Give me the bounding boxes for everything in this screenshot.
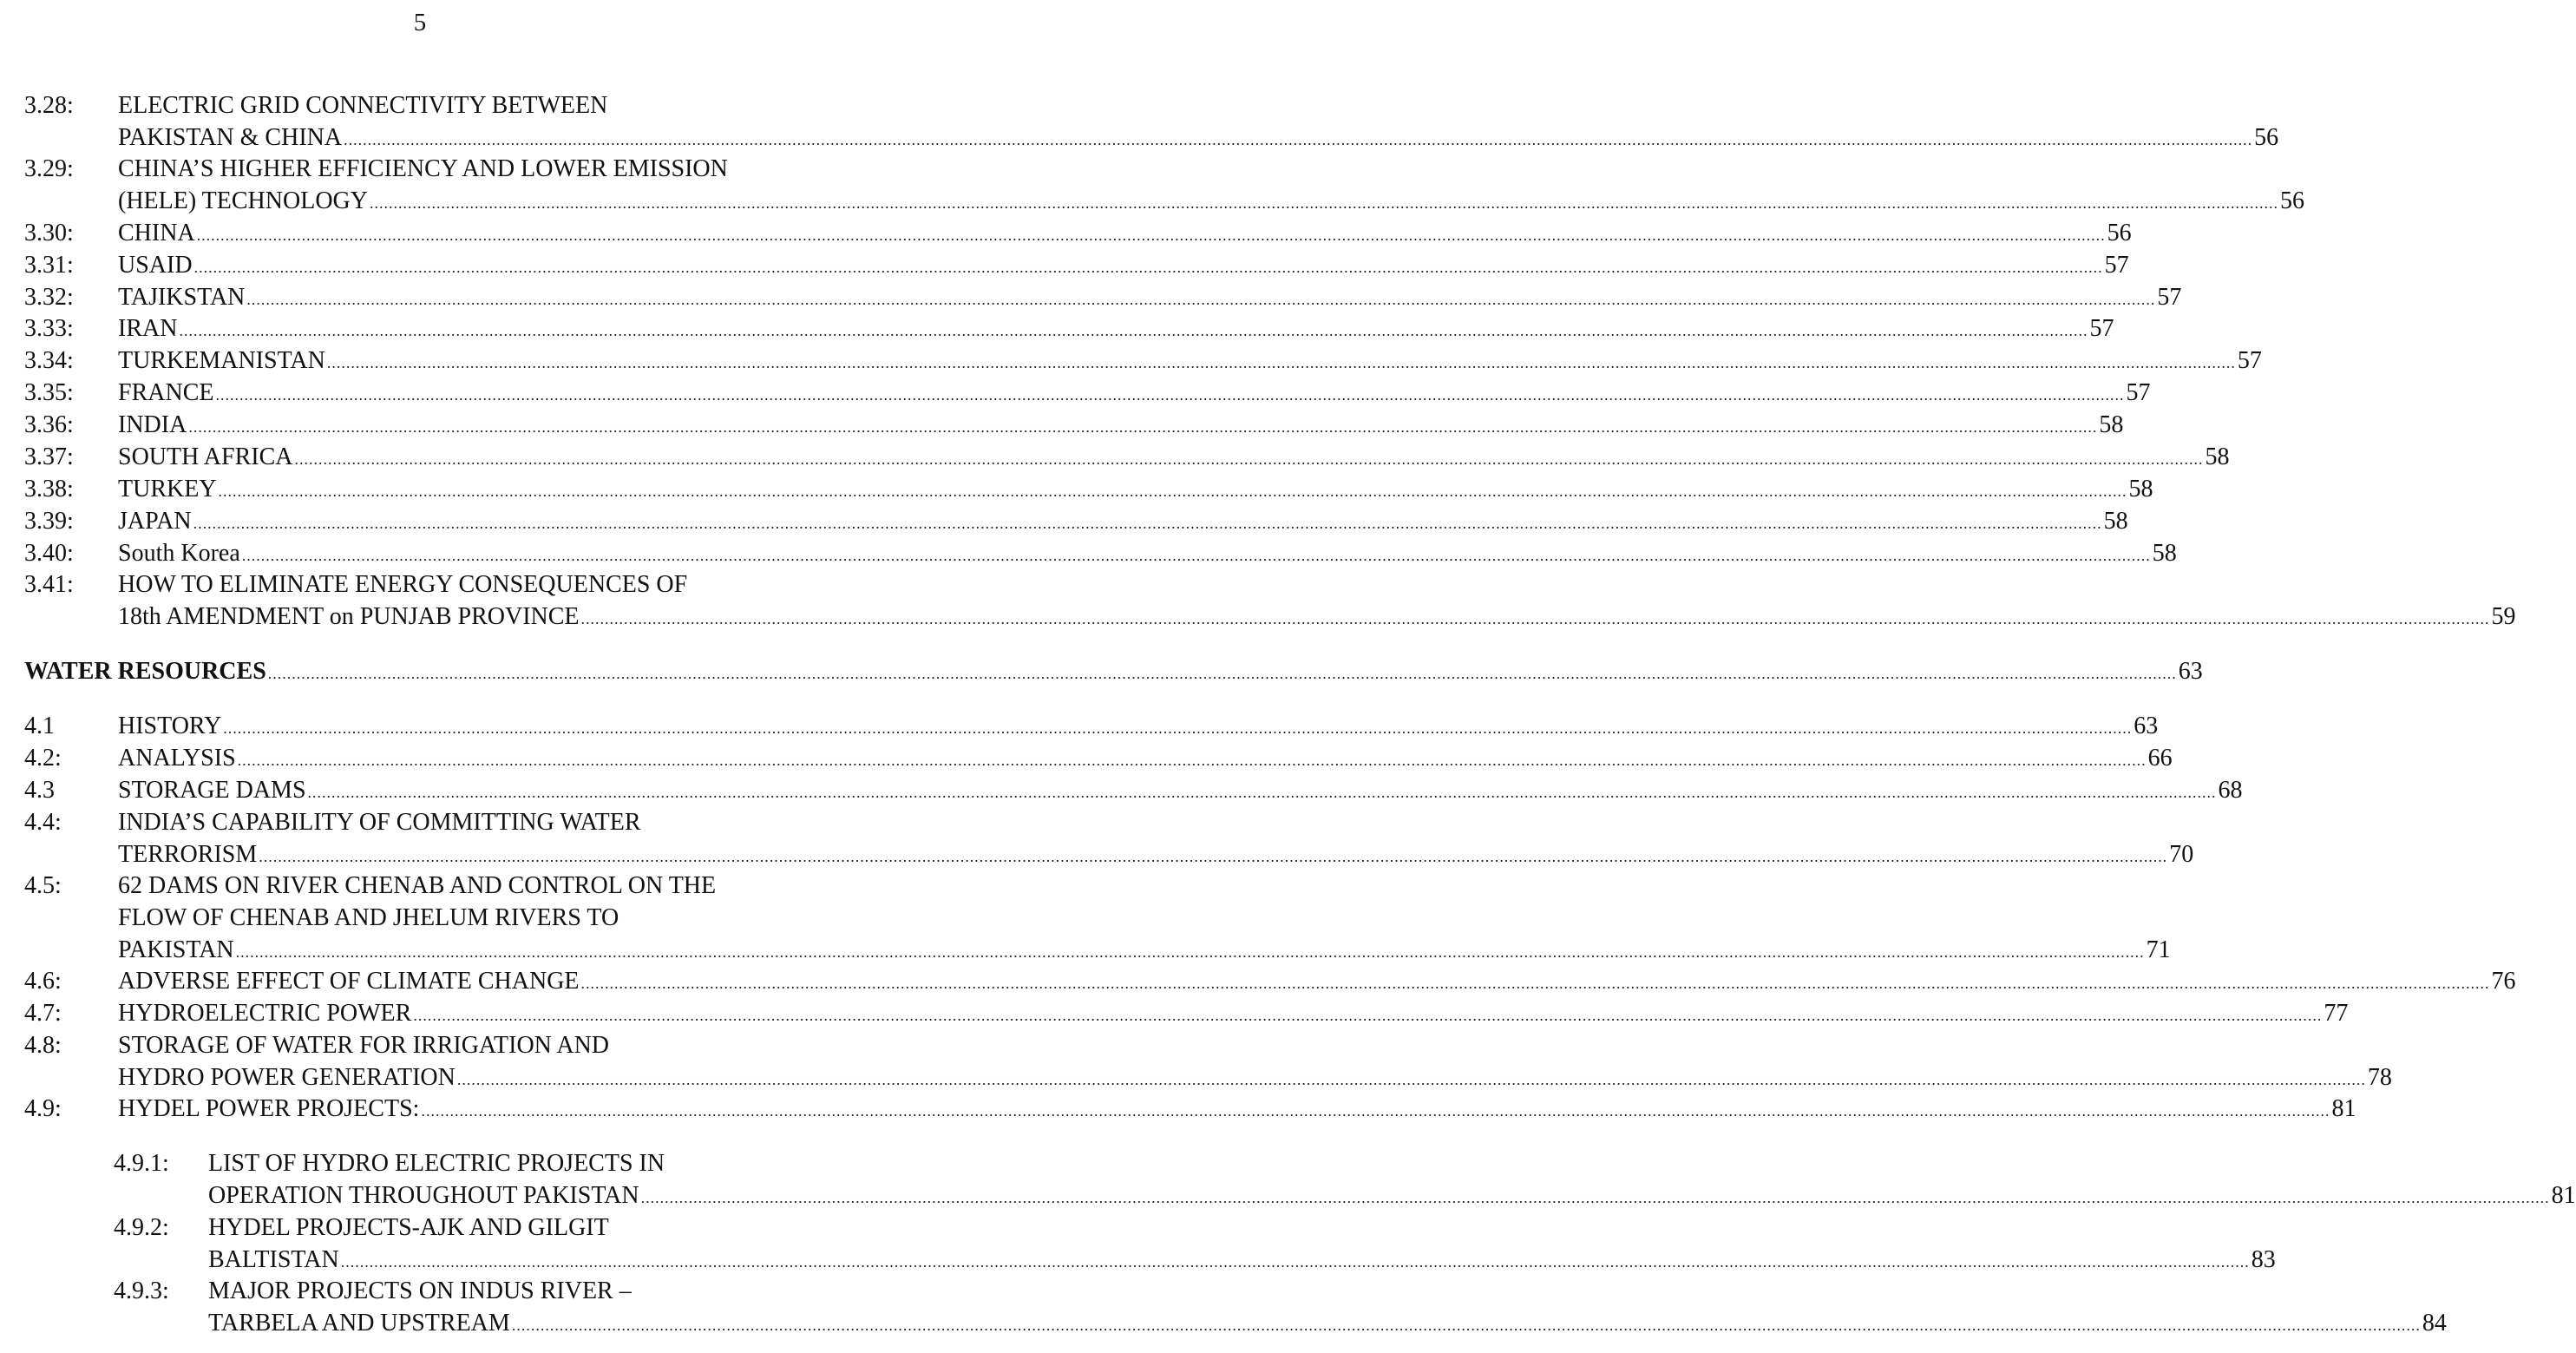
entry-title-line: STORAGE OF WATER FOR IRRIGATION AND: [118, 1032, 610, 1059]
entry-title-line: ANALYSIS: [118, 745, 236, 772]
entry-leader-line: [118, 442, 2230, 473]
entry-title-line: ADVERSE EFFECT OF CLIMATE CHANGE: [118, 968, 580, 995]
entry-page-number: 58: [2205, 443, 2230, 470]
section-leader-line: [24, 656, 2203, 687]
entry-number: 3.40:: [24, 540, 74, 567]
dot-leader: ................................................................................................................................................................................................................................................................................................................................................................................................................: [340, 1253, 2250, 1271]
entry-title-line: BALTISTAN: [208, 1246, 339, 1273]
dot-leader: ................................................................................................................................................................................................................................................................................................................................................................................................................: [456, 1071, 2366, 1088]
dot-leader: ................................................................................................................................................................................................................................................................................................................................................................................................................: [235, 943, 2145, 961]
dot-leader: ................................................................................................................................................................................................................................................................................................................................................................................................................: [223, 719, 2133, 737]
entry-number: 4.2:: [24, 745, 62, 772]
entry-title-line: PAKISTAN: [118, 936, 234, 963]
entry-number: 3.37:: [24, 443, 74, 470]
entry-title-line: USAID: [118, 252, 193, 279]
entry-leader-line: [208, 1245, 2276, 1276]
entry-title-line: HOW TO ELIMINATE ENERGY CONSEQUENCES OF: [118, 571, 688, 598]
dot-leader: ................................................................................................................................................................................................................................................................................................................................................................................................................: [413, 1007, 2323, 1024]
entry-leader-line: [208, 1308, 2447, 1339]
entry-leader-line: [208, 1180, 2576, 1212]
entry-leader-line: [118, 378, 2151, 409]
entry-title-line: OPERATION THROUGHOUT PAKISTAN: [208, 1182, 639, 1209]
entry-page-number: 58: [2099, 411, 2124, 438]
entry-number: 3.28:: [24, 92, 74, 119]
entry-page-number: 83: [2251, 1246, 2276, 1273]
entry-page-number: 76: [2491, 968, 2516, 995]
dot-leader: ................................................................................................................................................................................................................................................................................................................................................................................................................: [267, 665, 2177, 682]
entry-title-line: PAKISTAN & CHINA: [118, 124, 343, 151]
entry-number: 4.9:: [24, 1095, 62, 1122]
entry-number: 4.9.2:: [114, 1214, 169, 1241]
entry-title-line: INDIA’S CAPABILITY OF COMMITTING WATER: [118, 809, 641, 836]
entry-page-number: 84: [2422, 1310, 2447, 1337]
entry-leader-line: [118, 186, 2304, 217]
entry-leader-line: [118, 839, 2194, 870]
entry-leader-line: [118, 998, 2349, 1029]
entry-leader-line: [118, 601, 2516, 633]
dot-leader: ................................................................................................................................................................................................................................................................................................................................................................................................................: [369, 194, 2278, 212]
dot-leader: ................................................................................................................................................................................................................................................................................................................................................................................................................: [193, 515, 2102, 532]
entry-leader-line: [118, 218, 2132, 249]
entry-title-line: TAJIKSTAN: [118, 284, 246, 311]
dot-leader: ................................................................................................................................................................................................................................................................................................................................................................................................................: [188, 418, 2098, 436]
entry-number: 3.32:: [24, 284, 74, 311]
entry-title-line: CHINA’S HIGHER EFFICIENCY AND LOWER EMISSION: [118, 155, 728, 182]
entry-page-number: 68: [2218, 777, 2243, 804]
dot-leader: ................................................................................................................................................................................................................................................................................................................................................................................................................: [259, 848, 2168, 865]
entry-page-number: 71: [2146, 936, 2171, 963]
section-page-number: 63: [2178, 658, 2203, 685]
entry-title-line: HYDRO POWER GENERATION: [118, 1064, 456, 1091]
dot-leader: ................................................................................................................................................................................................................................................................................................................................................................................................................: [215, 386, 2125, 404]
entry-page-number: 59: [2491, 603, 2516, 630]
dot-leader: ................................................................................................................................................................................................................................................................................................................................................................................................................: [511, 1317, 2421, 1334]
dot-leader: ................................................................................................................................................................................................................................................................................................................................................................................................................: [241, 547, 2151, 564]
entry-leader-line: [118, 935, 2171, 966]
dot-leader: ................................................................................................................................................................................................................................................................................................................................................................................................................: [196, 227, 2106, 244]
entry-title-line: MAJOR PROJECTS ON INDUS RIVER –: [208, 1277, 632, 1304]
entry-leader-line: [118, 711, 2159, 742]
entry-leader-line: [118, 775, 2243, 806]
entry-number: 3.41:: [24, 571, 74, 598]
entry-leader-line: [118, 250, 2129, 281]
entry-number: 3.35:: [24, 379, 74, 406]
entry-leader-line: [118, 1062, 2392, 1094]
entry-title-line: CHINA: [118, 220, 195, 246]
entry-number: 4.4:: [24, 809, 62, 836]
entry-number: 3.34:: [24, 347, 74, 374]
entry-leader-line: [118, 506, 2128, 537]
entry-title-line: TURKEMANISTAN: [118, 347, 325, 374]
entry-title-line: JAPAN: [118, 508, 192, 535]
dot-leader: ................................................................................................................................................................................................................................................................................................................................................................................................................: [344, 131, 2253, 148]
entry-leader-line: [118, 743, 2173, 774]
entry-title-line: TURKEY: [118, 476, 217, 502]
entry-title-line: FRANCE: [118, 379, 214, 406]
entry-title-line: SOUTH AFRICA: [118, 443, 293, 470]
entry-page-number: 81: [2331, 1095, 2356, 1122]
dot-leader: ................................................................................................................................................................................................................................................................................................................................................................................................................: [421, 1102, 2330, 1120]
dot-leader: ................................................................................................................................................................................................................................................................................................................................................................................................................: [326, 354, 2236, 371]
entry-number: 4.6:: [24, 968, 62, 995]
entry-page-number: 58: [2128, 476, 2153, 502]
entry-title-line: FLOW OF CHENAB AND JHELUM RIVERS TO: [118, 904, 619, 931]
entry-leader-line: [118, 966, 2516, 997]
entry-leader-line: [118, 313, 2114, 345]
entry-page-number: 58: [2152, 540, 2177, 567]
entry-leader-line: [118, 1094, 2356, 1125]
entry-number: 3.29:: [24, 155, 74, 182]
entry-title-line: IRAN: [118, 315, 178, 342]
entry-title-line: HYDEL PROJECTS-AJK AND GILGIT: [208, 1214, 609, 1241]
entry-leader-line: [118, 538, 2177, 569]
entry-number: 3.33:: [24, 315, 74, 342]
entry-page-number: 56: [2279, 187, 2304, 214]
entry-page-number: 56: [2254, 124, 2279, 151]
dot-leader: ................................................................................................................................................................................................................................................................................................................................................................................................................: [580, 975, 2490, 992]
entry-page-number: 70: [2169, 841, 2194, 868]
entry-title-line: 62 DAMS ON RIVER CHENAB AND CONTROL ON THE: [118, 872, 717, 899]
page-number: 5: [413, 9, 427, 36]
entry-title-line: TARBELA AND UPSTREAM: [208, 1310, 510, 1337]
entry-page-number: 81: [2551, 1182, 2576, 1209]
entry-page-number: 78: [2367, 1064, 2392, 1091]
entry-leader-line: [118, 122, 2279, 154]
entry-number: 4.3: [24, 777, 55, 804]
entry-title-line: HISTORY: [118, 713, 222, 739]
entry-title-line: South Korea: [118, 540, 240, 567]
entry-title-line: TERRORISM: [118, 841, 258, 868]
dot-leader: ................................................................................................................................................................................................................................................................................................................................................................................................................: [246, 291, 2156, 308]
entry-title-line: HYDEL POWER PROJECTS:: [118, 1095, 420, 1122]
entry-page-number: 57: [2089, 315, 2114, 342]
entry-title-line: 18th AMENDMENT on PUNJAB PROVINCE: [118, 603, 580, 630]
dot-leader: ................................................................................................................................................................................................................................................................................................................................................................................................................: [307, 784, 2217, 801]
section-title: WATER RESOURCES: [24, 658, 266, 685]
entry-title-line: INDIA: [118, 411, 187, 438]
entry-title-line: (HELE) TECHNOLOGY: [118, 187, 368, 214]
entry-leader-line: [118, 410, 2124, 441]
dot-leader: ................................................................................................................................................................................................................................................................................................................................................................................................................: [294, 450, 2204, 468]
entry-number: 3.36:: [24, 411, 74, 438]
entry-number: 4.9.3:: [114, 1277, 169, 1304]
entry-page-number: 57: [2104, 252, 2129, 279]
entry-number: 4.5:: [24, 872, 62, 899]
entry-page-number: 57: [2157, 284, 2182, 311]
entry-leader-line: [118, 474, 2153, 505]
entry-number: 3.31:: [24, 252, 74, 279]
entry-page-number: 58: [2103, 508, 2128, 535]
entry-page-number: 63: [2134, 713, 2159, 739]
entry-title-line: ELECTRIC GRID CONNECTIVITY BETWEEN: [118, 92, 608, 119]
entry-leader-line: [118, 282, 2182, 313]
entry-number: 3.38:: [24, 476, 74, 502]
entry-number: 3.30:: [24, 220, 74, 246]
entry-page-number: 77: [2324, 1000, 2349, 1027]
entry-number: 3.39:: [24, 508, 74, 535]
entry-page-number: 57: [2126, 379, 2151, 406]
dot-leader: ................................................................................................................................................................................................................................................................................................................................................................................................................: [193, 259, 2103, 276]
dot-leader: ................................................................................................................................................................................................................................................................................................................................................................................................................: [640, 1189, 2550, 1206]
entry-page-number: 57: [2237, 347, 2262, 374]
dot-leader: ................................................................................................................................................................................................................................................................................................................................................................................................................: [218, 483, 2127, 500]
entry-title-line: LIST OF HYDRO ELECTRIC PROJECTS IN: [208, 1150, 665, 1177]
dot-leader: ................................................................................................................................................................................................................................................................................................................................................................................................................: [179, 322, 2088, 339]
entry-title-line: HYDROELECTRIC POWER: [118, 1000, 412, 1027]
entry-leader-line: [118, 345, 2262, 377]
entry-number: 4.1: [24, 713, 55, 739]
entry-title-line: STORAGE DAMS: [118, 777, 306, 804]
dot-leader: ................................................................................................................................................................................................................................................................................................................................................................................................................: [237, 752, 2147, 769]
entry-page-number: 66: [2147, 745, 2173, 772]
entry-number: 4.9.1:: [114, 1150, 169, 1177]
entry-number: 4.7:: [24, 1000, 62, 1027]
dot-leader: ................................................................................................................................................................................................................................................................................................................................................................................................................: [580, 610, 2490, 627]
entry-page-number: 56: [2107, 220, 2132, 246]
entry-number: 4.8:: [24, 1032, 62, 1059]
